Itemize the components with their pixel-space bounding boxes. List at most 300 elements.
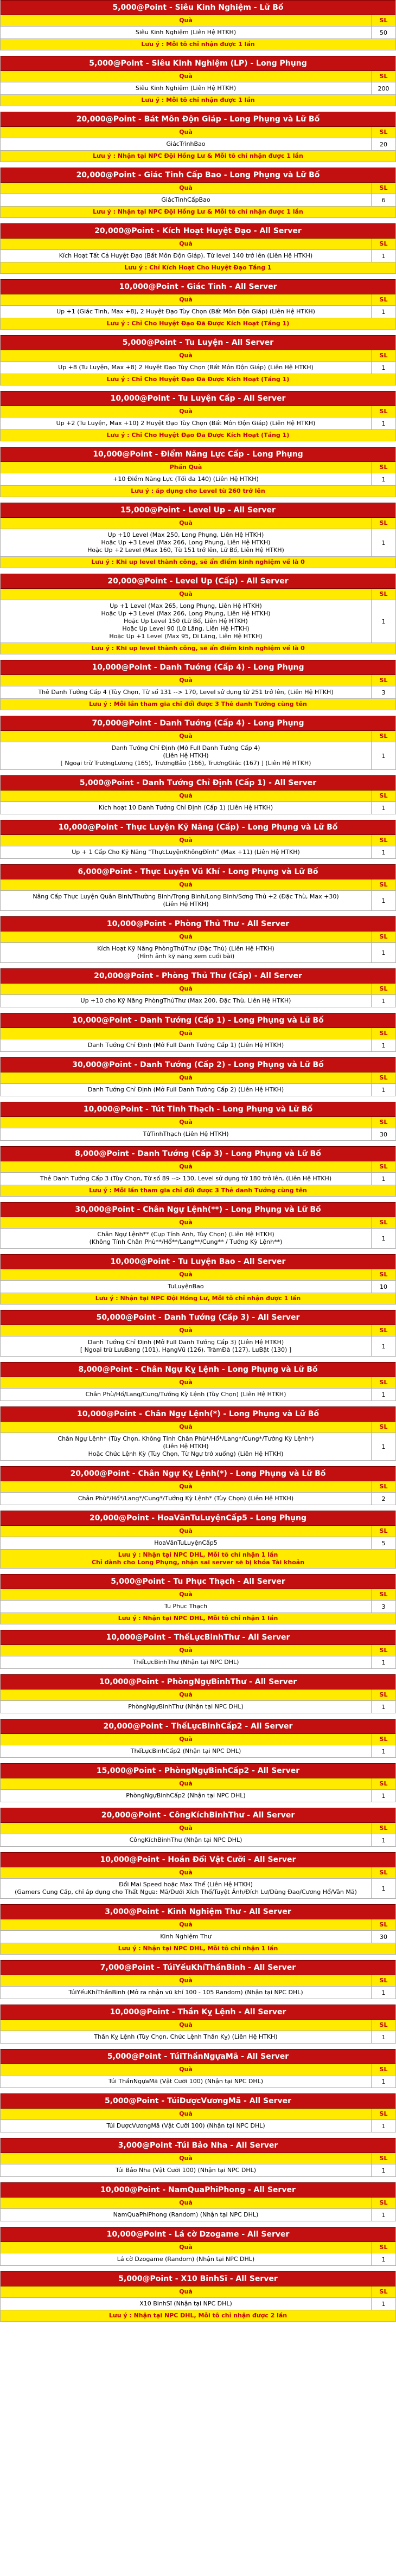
table-row xyxy=(1,473,395,486)
column-header-gift: Quà xyxy=(1,984,372,994)
item-qty: 1 xyxy=(381,476,386,483)
package-spacer xyxy=(0,1401,396,1406)
column-header-qty: SL xyxy=(379,1647,388,1654)
column-header-qty: SL xyxy=(379,881,388,888)
table-row xyxy=(1,2120,395,2132)
reward-package xyxy=(0,716,396,770)
table-row xyxy=(1,1433,395,1461)
package-note: Lưu ý : Chỉ Cho Huyệt Đạo Đã Được Kích Hoạt (Tầng 1) xyxy=(1,430,395,441)
table-row xyxy=(1,1281,395,1293)
reward-package xyxy=(0,1057,396,1096)
reward-package xyxy=(0,1362,396,1401)
table-header xyxy=(1,2020,395,2031)
table-header xyxy=(1,1269,395,1281)
reward-package xyxy=(0,1406,396,1461)
column-header-qty: SL xyxy=(379,519,388,526)
table-header xyxy=(1,1422,395,1433)
column-header-qty: SL xyxy=(379,352,388,359)
table-header xyxy=(1,2286,395,2298)
package-title: 15,000@Point - PhòngNgựBinhCấp2 - All Server xyxy=(1,1763,395,1778)
reward-package xyxy=(0,2005,396,2044)
column-header-gift: Quà xyxy=(1,1690,372,1700)
package-spacer xyxy=(0,2322,396,2327)
item-name: Danh Tướng Chỉ Định (Mở Full Danh Tướng Cấp 1) (Liên Hệ HTKH) xyxy=(1,1039,372,1051)
item-name: Thẻ Danh Tướng Cấp 4 (Tùy Chọn, Từ số 131 --> 170, Level sử dụng từ 251 trở lên, (Liên Hệ HTKH) xyxy=(1,686,372,698)
table-header xyxy=(1,731,395,742)
column-header-gift: Quà xyxy=(1,2109,372,2119)
column-header-qty: SL xyxy=(379,1780,388,1787)
table-header xyxy=(1,1377,395,1389)
column-header-gift: Quà xyxy=(1,1377,372,1388)
reward-package xyxy=(0,1202,396,1249)
table-header xyxy=(1,675,395,686)
package-title: 5,000@Point - Tu Luyện - All Server xyxy=(1,335,395,350)
package-spacer xyxy=(0,2177,396,2182)
table-row xyxy=(1,362,395,374)
item-name: CôngKíchBinhThư (Nhận tại NPC DHL) xyxy=(1,1834,372,1846)
package-spacer xyxy=(0,1305,396,1310)
reward-package xyxy=(0,447,396,497)
table-row xyxy=(1,846,395,859)
reward-package xyxy=(0,1574,396,1624)
table-header xyxy=(1,2109,395,2120)
package-title: 3,000@Point -Túi Bảo Nha - All Server xyxy=(1,2138,395,2153)
table-header xyxy=(1,932,395,943)
column-header-qty: SL xyxy=(379,1921,388,1928)
table-row xyxy=(1,995,395,1007)
column-header-gift: Quà xyxy=(1,1734,372,1745)
package-spacer xyxy=(0,1249,396,1254)
column-header-gift: Quà xyxy=(1,15,372,26)
item-name: Tu Phục Thạch xyxy=(1,1601,372,1613)
reward-package xyxy=(0,1511,396,1569)
table-header xyxy=(1,1690,395,1701)
package-spacer xyxy=(0,770,396,775)
column-header-qty: SL xyxy=(379,1977,388,1984)
package-spacer xyxy=(0,1007,396,1013)
package-title: 10,000@Point - Phòng Thủ Thư - All Server xyxy=(1,916,395,932)
column-header-gift: Quà xyxy=(1,879,372,890)
column-header-qty: SL xyxy=(379,1163,388,1170)
reward-package xyxy=(0,916,396,963)
column-header-gift: Quà xyxy=(1,1645,372,1656)
table-header xyxy=(1,984,395,995)
package-spacer xyxy=(0,274,396,279)
item-qty: 1 xyxy=(381,1443,386,1450)
column-header-gift: Quà xyxy=(1,518,372,529)
item-name: Up +1 Level (Max 265, Long Phụng, Liên Hệ HTKH) Hoặc Up +3 Level (Max 266, Long Phụng, Liên Hệ HTKH) Hoặc Up Level 150 (Lữ Bố, Liên Hệ HTKH) Hoặc Up Level 90 (Lữ Lăng, Liên Hệ HTKH) Hoặc Up +1 Level (Max 95, Di Lăng, Liên Hệ HTKH) xyxy=(1,600,372,643)
column-header-gift: Quà xyxy=(1,1975,372,1986)
package-title: 10,000@Point - Thực Luyện Kỹ Năng (Cấp) - Long Phụng và Lữ Bố xyxy=(1,820,395,835)
package-spacer xyxy=(0,1999,396,2005)
package-title: 7,000@Point - TúiYếuKhíThầnBinh - All Server xyxy=(1,1960,395,1975)
package-spacer xyxy=(0,441,396,447)
package-title: 8,000@Point - Chân Ngự Kỵ Lệnh - Long Phụng và Lữ Bố xyxy=(1,1362,395,1377)
column-header-qty: SL xyxy=(379,1379,388,1386)
package-title: 5,000@Point - Siêu Kinh Nghiệm (LP) - Long Phụng xyxy=(1,56,395,71)
item-name: ThếLựcBinhThư (Nhận tại NPC DHL) xyxy=(1,1656,372,1668)
package-title: 6,000@Point - Thực Luyện Vũ Khí - Long Phụng và Lữ Bố xyxy=(1,864,395,879)
reward-package xyxy=(0,968,396,1007)
table-header xyxy=(1,2064,395,2076)
item-name: Up +10 cho Kỹ Năng PhòngThủThư (Max 200, Đặc Thù, Liên Hệ HTKH) xyxy=(1,995,372,1007)
package-spacer xyxy=(0,1197,396,1202)
package-spacer xyxy=(0,1955,396,1960)
package-note: Lưu ý : Khi up level thành công, sẽ ẩn điểm kinh nghiệm về là 0 xyxy=(1,557,395,568)
package-spacer xyxy=(0,1357,396,1362)
table-header xyxy=(1,1325,395,1337)
table-header xyxy=(1,350,395,362)
package-title: 10,000@Point - Tút Tinh Thạch - Long Phụng và Lữ Bố xyxy=(1,1102,395,1117)
column-header-gift: Quà xyxy=(1,1117,372,1128)
column-header-qty: SL xyxy=(379,1423,388,1430)
item-name: Túi Bảo Nha (Vật Cưỡi 100) (Nhận tại NPC DHL) xyxy=(1,2164,372,2176)
item-name: Up +2 (Tu Luyện, Max +10) 2 Huyệt Đạo Tùy Chọn (Bất Môn Độn Giáp) (Liên Hệ HTKH) xyxy=(1,417,372,429)
column-header-gift: Quà xyxy=(1,1481,372,1492)
package-spacer xyxy=(0,1052,396,1057)
reward-package xyxy=(0,279,396,330)
package-spacer xyxy=(0,218,396,223)
table-row xyxy=(1,417,395,430)
item-name: Đổi Mai Speed hoặc Max Thể (Liên Hệ HTKH) (Gamers Cung Cấp, chỉ áp dụng cho Thất Ngựa: Mã/Dưới Xích Thố/Tuyệt Ảnh/Đích Lư/Dũng Đao/Cương Hổ/Vân Mã) xyxy=(1,1879,372,1898)
item-name: Túi DượcVươngMã (Vật Cưỡi 100) (Nhận tại NPC DHL) xyxy=(1,2120,372,2132)
package-spacer xyxy=(0,1505,396,1511)
item-qty: 1 xyxy=(381,420,386,427)
table-row xyxy=(1,2253,395,2266)
column-header-qty: SL xyxy=(379,1074,388,1081)
package-title: 50,000@Point - Danh Tướng (Cấp 3) - All Server xyxy=(1,1310,395,1325)
table-header xyxy=(1,1778,395,1790)
package-title: 5,000@Point - TúiDượcVươngMã - All Server xyxy=(1,2093,395,2109)
table-row xyxy=(1,1656,395,1669)
table-row xyxy=(1,686,395,699)
package-title: 20,000@Point - Level Up (Cấp) - All Server xyxy=(1,574,395,589)
package-spacer xyxy=(0,710,396,716)
item-qty: 1 xyxy=(381,364,386,371)
package-spacer xyxy=(0,386,396,391)
package-title: 10,000@Point - Lá cờ Dzogame - All Server xyxy=(1,2227,395,2242)
table-row xyxy=(1,194,395,207)
package-title: 10,000@Point - Giác Tinh - All Server xyxy=(1,279,395,294)
package-spacer xyxy=(0,330,396,335)
item-qty: 3 xyxy=(381,1603,386,1610)
column-header-qty: SL xyxy=(379,2199,388,2206)
package-spacer xyxy=(0,911,396,916)
reward-package xyxy=(0,820,396,859)
item-name: Thẻ Danh Tướng Cấp 3 (Tùy Chọn, Từ số 89 --> 130, Level sử dụng từ 180 trở lên, (Liên Hệ HTKH) xyxy=(1,1173,372,1185)
package-title: 3,000@Point - Kinh Nghiệm Thư - All Server xyxy=(1,1904,395,1919)
item-name: Siêu Kinh Nghiệm (Liên Hệ HTKH) xyxy=(1,82,372,94)
column-header-gift: Quà xyxy=(1,2153,372,2164)
table-row xyxy=(1,943,395,963)
column-header-qty: SL xyxy=(379,2244,388,2251)
reward-package xyxy=(0,574,396,654)
package-spacer xyxy=(0,1141,396,1146)
package-title: 8,000@Point - Danh Tướng (Cấp 3) - Long Phụng và Lữ Bố xyxy=(1,1146,395,1161)
table-row xyxy=(1,1834,395,1847)
reward-package xyxy=(0,1808,396,1847)
column-header-qty: SL xyxy=(379,73,388,80)
package-title: 10,000@Point - Tu Luyện Bao - All Server xyxy=(1,1254,395,1269)
item-name: Up +8 (Tu Luyện, Max +8) 2 Huyệt Đạo Tùy Chọn (Bất Môn Độn Giáp) (Liên Hệ HTKH) xyxy=(1,362,372,374)
column-header-qty: SL xyxy=(379,837,388,844)
package-spacer xyxy=(0,814,396,820)
table-row xyxy=(1,2031,395,2044)
package-spacer xyxy=(0,1802,396,1808)
table-header xyxy=(1,15,395,27)
table-header xyxy=(1,1645,395,1656)
table-row xyxy=(1,600,395,643)
table-row xyxy=(1,1537,395,1550)
reward-package xyxy=(0,1146,396,1197)
package-title: 20,000@Point - ThếLựcBinhCấp2 - All Server xyxy=(1,1719,395,1734)
table-row xyxy=(1,2298,395,2310)
reward-package xyxy=(0,1630,396,1669)
table-header xyxy=(1,1734,395,1745)
package-spacer xyxy=(0,1624,396,1630)
table-header xyxy=(1,1117,395,1128)
package-spacer xyxy=(0,2132,396,2138)
item-qty: 1 xyxy=(381,2122,386,2130)
item-qty: 1 xyxy=(381,252,386,260)
package-note: Lưu ý : Nhận tại NPC Đội Hồng Lư & Mỗi tô chỉ nhận được 1 lần xyxy=(1,207,395,218)
package-title: 5,000@Point - Tu Phục Thạch - All Server xyxy=(1,1574,395,1589)
reward-package xyxy=(0,1254,396,1305)
column-header-gift: Quà xyxy=(1,71,372,82)
table-row xyxy=(1,1745,395,1758)
reward-package xyxy=(0,168,396,218)
package-title: 10,000@Point - ThếLựcBinhThư - All Server xyxy=(1,1630,395,1645)
package-spacer xyxy=(0,1669,396,1674)
item-qty: 1 xyxy=(381,1086,386,1094)
package-note: Lưu ý : Mỗi lần tham gia chỉ đổi được 3 Thẻ danh Tướng cùng tên xyxy=(1,699,395,710)
column-header-qty: SL xyxy=(379,590,388,598)
item-name: NamQuaPhiPhong (Random) (Nhận tại NPC DHL) xyxy=(1,2209,372,2221)
table-row xyxy=(1,1173,395,1185)
package-title: 20,000@Point - Chân Ngự Kỵ Lệnh(*) - Long Phụng và Lữ Bố xyxy=(1,1466,395,1481)
column-header-qty: SL xyxy=(379,1030,388,1037)
package-title: 15,000@Point - Level Up - All Server xyxy=(1,503,395,518)
column-header-qty: SL xyxy=(379,17,388,24)
table-header xyxy=(1,1161,395,1173)
package-note: Lưu ý : Nhận tại NPC DHL, Mỗi tô chỉ nhận 1 lần Chỉ dành cho Long Phụng, nhận sai server sẽ bị khóa Tài khoản xyxy=(1,1550,395,1569)
package-note: Lưu ý : Mỗi lần tham gia chỉ đổi được 3 Thẻ danh Tướng cùng tên xyxy=(1,1185,395,1197)
column-header-gift: Quà xyxy=(1,1778,372,1789)
table-header xyxy=(1,1823,395,1834)
item-qty: 3 xyxy=(381,689,386,696)
table-row xyxy=(1,27,395,39)
column-header-gift: Quà xyxy=(1,1072,372,1083)
reward-package xyxy=(0,2227,396,2266)
item-qty: 5 xyxy=(381,1539,386,1547)
reward-package xyxy=(0,864,396,911)
column-header-qty: SL xyxy=(379,184,388,191)
column-header-gift: Quà xyxy=(1,1161,372,1172)
package-spacer xyxy=(0,106,396,112)
table-row xyxy=(1,1128,395,1141)
item-name: Thần Kỵ Lệnh (Tùy Chọn, Chức Lệnh Thần Kỵ) (Liên Hệ HTKH) xyxy=(1,2031,372,2043)
column-header-qty: SL xyxy=(379,1271,388,1278)
column-header-gift: Quà xyxy=(1,2242,372,2253)
column-header-gift: Quà xyxy=(1,589,372,600)
reward-package xyxy=(0,223,396,274)
package-note: Lưu ý : Nhận tại NPC Đội Hồng Lư, Mỗi tô chỉ nhận được 1 lần xyxy=(1,1293,395,1305)
package-spacer xyxy=(0,1096,396,1102)
column-header-qty: SL xyxy=(379,677,388,684)
item-name: Nâng Cấp Thực Luyện Quân Binh/Thường Binh/Trọng Binh/Long Binh/Sơng Thủ +2 (Đặc Thù, Max +30) (Liên Hệ HTKH) xyxy=(1,891,372,910)
reward-package xyxy=(0,2138,396,2177)
table-header xyxy=(1,2198,395,2209)
reward-package xyxy=(0,0,396,50)
reward-package xyxy=(0,1466,396,1505)
reward-package xyxy=(0,1310,396,1357)
table-row xyxy=(1,1701,395,1713)
table-header xyxy=(1,1481,395,1493)
package-title: 10,000@Point - Thần Kỵ Lệnh - All Server xyxy=(1,2005,395,2020)
package-spacer xyxy=(0,162,396,168)
package-spacer xyxy=(0,1461,396,1466)
column-header-qty: SL xyxy=(379,296,388,303)
item-name: Up +1 (Giác Tinh, Max +8), 2 Huyệt Đạo Tùy Chọn (Bất Môn Độn Giáp) (Liên Hệ HTKH) xyxy=(1,306,372,318)
item-name: Chân Ngự Lệnh** (Cụp Tính Anh, Tùy Chọn) (Liên Hệ HTKH) (Không Tính Chân Phù**/Hổ**/Lang**/Cung** / Tướng Kỳ Lệnh**) xyxy=(1,1229,372,1248)
column-header-gift: Quà xyxy=(1,1325,372,1336)
item-name: HoaVănTuLuyệnCấp5 xyxy=(1,1537,372,1549)
item-name: Kích Hoạt Tất Cả Huyệt Đạo (Bất Môn Độn Giáp). Từ level 140 trở lên (Liên Hệ HTKH) xyxy=(1,250,372,262)
column-header-gift: Quà xyxy=(1,1269,372,1280)
column-header-qty: SL xyxy=(379,1691,388,1698)
reward-package xyxy=(0,1960,396,1999)
table-header xyxy=(1,835,395,846)
column-header-gift: Quà xyxy=(1,1217,372,1228)
item-qty: 30 xyxy=(380,1933,387,1941)
table-row xyxy=(1,306,395,318)
item-name: Túi ThầnNgựaMã (Vật Cưỡi 100) (Nhận tại NPC DHL) xyxy=(1,2076,372,2087)
column-header-gift: Quà xyxy=(1,791,372,801)
package-title: 5,000@Point - TúiThầnNgựaMã - All Server xyxy=(1,2049,395,2064)
item-qty: 1 xyxy=(381,1042,386,1049)
column-header-gift: Phần Quà xyxy=(1,462,372,473)
table-row xyxy=(1,529,395,557)
table-header xyxy=(1,2242,395,2253)
package-spacer xyxy=(0,1899,396,1904)
column-header-gift: Quà xyxy=(1,127,372,138)
column-header-gift: Quà xyxy=(1,835,372,846)
table-header xyxy=(1,2153,395,2164)
item-qty: 1 xyxy=(381,1703,386,1711)
package-title: 20,000@Point - HoaVănTuLuyệnCấp5 - Long Phụng xyxy=(1,1511,395,1526)
item-qty: 1 xyxy=(381,2167,386,2174)
table-row xyxy=(1,82,395,95)
table-header xyxy=(1,1867,395,1879)
item-qty: 1 xyxy=(381,804,386,812)
table-row xyxy=(1,1601,395,1613)
column-header-gift: Quà xyxy=(1,294,372,305)
column-header-gift: Quà xyxy=(1,1028,372,1039)
package-spacer xyxy=(0,2266,396,2271)
item-name: Kinh Nghiệm Thư xyxy=(1,1931,372,1943)
table-row xyxy=(1,1987,395,1999)
item-qty: 1 xyxy=(381,2078,386,2085)
item-name: Lá cờ Dzogame (Random) (Nhận tại NPC DHL) xyxy=(1,2253,372,2265)
package-note: Lưu ý : Nhận tại NPC Đội Hồng Lư & Mỗi tô chỉ nhận được 1 lần xyxy=(1,151,395,162)
table-row xyxy=(1,1389,395,1401)
table-row xyxy=(1,802,395,814)
reward-package xyxy=(0,391,396,441)
reward-package xyxy=(0,2093,396,2132)
reward-package xyxy=(0,1013,396,1052)
table-row xyxy=(1,1039,395,1052)
package-spacer xyxy=(0,2088,396,2093)
package-title: 20,000@Point - Kích Hoạt Huyệt Đạo - All Server xyxy=(1,223,395,239)
item-qty: 1 xyxy=(381,1836,386,1844)
package-spacer xyxy=(0,859,396,864)
item-qty: 10 xyxy=(380,1283,387,1290)
item-qty: 1 xyxy=(381,1391,386,1398)
package-title: 5,000@Point - Danh Tướng Chỉ Định (Cấp 1) - All Server xyxy=(1,775,395,791)
column-header-qty: SL xyxy=(379,408,388,415)
package-note: Lưu ý : Chỉ Kích Hoạt Cho Huyệt Đạo Tầng 1 xyxy=(1,262,395,274)
package-spacer xyxy=(0,1758,396,1763)
table-header xyxy=(1,1919,395,1931)
item-name: Kích Hoạt Kỹ Năng PhòngThủThư (Đặc Thù) (Liên Hệ HTKH) (Hình ảnh kỹ năng xem cuối bài) xyxy=(1,943,372,962)
column-header-qty: SL xyxy=(379,240,388,247)
item-qty: 20 xyxy=(380,140,387,148)
column-header-gift: Quà xyxy=(1,1422,372,1432)
column-header-qty: SL xyxy=(379,1869,388,1876)
item-name: ThếLựcBinhCấp2 (Nhận tại NPC DHL) xyxy=(1,1745,372,1757)
table-row xyxy=(1,1493,395,1505)
reward-package xyxy=(0,2182,396,2221)
package-title: 10,000@Point - PhòngNgựBinhThư - All Server xyxy=(1,1674,395,1690)
reward-package xyxy=(0,1719,396,1758)
column-header-qty: SL xyxy=(379,1825,388,1832)
table-header xyxy=(1,518,395,529)
item-qty: 2 xyxy=(381,1495,386,1502)
column-header-gift: Quà xyxy=(1,2198,372,2208)
package-title: 10,000@Point - NamQuaPhiPhong - All Server xyxy=(1,2182,395,2198)
package-title: 20,000@Point - Giác Tinh Cấp Bao - Long Phụng và Lữ Bố xyxy=(1,168,395,183)
table-header xyxy=(1,791,395,802)
table-row xyxy=(1,1931,395,1943)
table-row xyxy=(1,1879,395,1899)
item-qty: 1 xyxy=(381,997,386,1005)
item-name: Danh Tướng Chỉ Định (Mở Full Danh Tướng Cấp 3) (Liên Hệ HTKH) [ Ngoại trừ LưuBang (101), HạngVũ (126), TràmĐà (127), LưBật (130) ] xyxy=(1,1337,372,1356)
item-qty: 1 xyxy=(381,949,386,956)
item-name: TúiYếuKhíThầnBinh (Mở ra nhận vũ khí 100 - 105 Random) (Nhận tại NPC DHL) xyxy=(1,1987,372,1999)
item-qty: 1 xyxy=(381,1885,386,1892)
package-spacer xyxy=(0,1569,396,1574)
item-name: PhòngNgựBinhCấp2 (Nhận tại NPC DHL) xyxy=(1,1790,372,1802)
item-qty: 1 xyxy=(381,308,386,316)
table-header xyxy=(1,1975,395,1987)
table-header xyxy=(1,71,395,82)
item-name: TuLuyệnBao xyxy=(1,1281,372,1293)
package-title: 30,000@Point - Chân Ngự Lệnh(**) - Long Phụng và Lữ Bố xyxy=(1,1202,395,1217)
table-header xyxy=(1,294,395,306)
package-spacer xyxy=(0,50,396,56)
item-qty: 1 xyxy=(381,1235,386,1242)
reward-package xyxy=(0,1852,396,1899)
table-row xyxy=(1,138,395,151)
item-name: Siêu Kinh Nghiệm (Liên Hệ HTKH) xyxy=(1,27,372,38)
item-qty: 1 xyxy=(381,1659,386,1666)
item-name: Chân Phù/Hổ/Lang/Cung/Tướng Kỳ Lệnh (Tùy Chọn) (Liên Hệ HTKH) xyxy=(1,1389,372,1401)
column-header-gift: Quà xyxy=(1,1867,372,1878)
package-title: 30,000@Point - Danh Tướng (Cấp 2) - Long Phụng và Lữ Bố xyxy=(1,1057,395,1072)
column-header-gift: Quà xyxy=(1,2064,372,2075)
column-header-gift: Quà xyxy=(1,1589,372,1600)
package-note: Lưu ý : Nhận tại NPC DHL, Mỗi tô chỉ nhận được 2 lần xyxy=(1,2310,395,2322)
